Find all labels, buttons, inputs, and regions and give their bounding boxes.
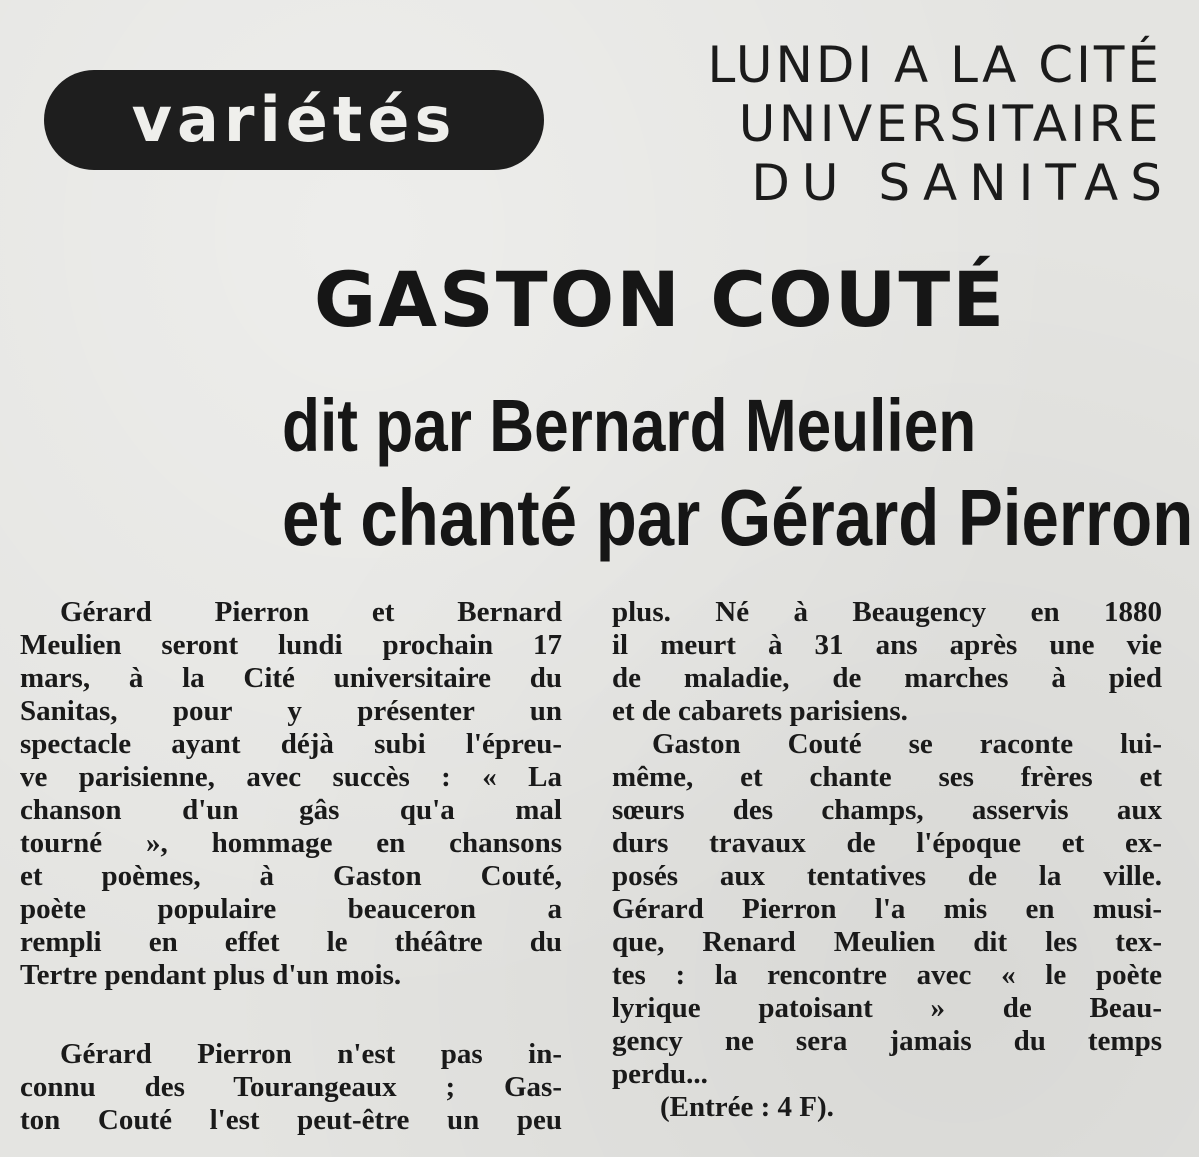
article-column-left (20, 596, 562, 1137)
text-line: tourné », hommage en chansons (20, 827, 562, 859)
text-line: Sanitas, pour y présenter un (20, 695, 562, 727)
text-line: spectacle ayant déjà subi l'épreu- (20, 728, 562, 760)
text-line: Gérard Pierron l'a mis en musi- (612, 893, 1162, 925)
text-line: Gérard Pierron n'est pas in- (60, 1038, 562, 1070)
text-line: plus. Né à Beaugency en 1880 (612, 596, 1162, 628)
text-line: même, et chante ses frères et (612, 761, 1162, 793)
text-line: Gaston Couté se raconte lui- (652, 728, 1162, 760)
text-line: sœurs des champs, asservis aux (612, 794, 1162, 826)
event-kicker (560, 36, 1174, 213)
text-line: posés aux tentatives de la ville. (612, 860, 1162, 892)
text-line: rempli en effet le théâtre du (20, 926, 562, 958)
article-headline: GASTON COUTÉ (313, 255, 1007, 344)
text-line: Gérard Pierron et Bernard (60, 596, 562, 628)
text-line: lyrique patoisant » de Beau- (612, 992, 1162, 1024)
article-subheadline: dit par Bernard Meulien (282, 384, 977, 467)
text-line: que, Renard Meulien dit les tex- (612, 926, 1162, 958)
text-line: et de cabarets parisiens. (612, 695, 908, 727)
text-line: tes : la rencontre avec « le poète (612, 959, 1162, 991)
kicker-line: LUNDI A LA CITÉ (707, 36, 1162, 94)
text-line: durs travaux de l'époque et ex- (612, 827, 1162, 859)
text-line: chanson d'un gâs qu'a mal (20, 794, 562, 826)
article-subheadline: et chanté par Gérard Pierron (282, 473, 1194, 562)
admission-price: (Entrée : 4 F). (660, 1091, 834, 1123)
text-line: connu des Tourangeaux ; Gas- (20, 1071, 562, 1103)
text-line: ve parisienne, avec succès : « La (20, 761, 562, 793)
text-line: mars, à la Cité universitaire du (20, 662, 562, 694)
text-line: Meulien seront lundi prochain 17 (20, 629, 562, 661)
article-column-right (612, 596, 1162, 1124)
text-line: il meurt à 31 ans après une vie (612, 629, 1162, 661)
kicker-line: UNIVERSITAIRE (738, 95, 1162, 153)
text-line: gency ne sera jamais du temps (612, 1025, 1162, 1057)
text-line: perdu... (612, 1058, 708, 1090)
section-rubric-label: variétés (131, 83, 457, 156)
paragraph-gap (20, 992, 562, 1038)
kicker-line: DU SANITAS (751, 154, 1174, 212)
text-line: et poèmes, à Gaston Couté, (20, 860, 562, 892)
section-rubric-badge (44, 70, 544, 170)
text-line: de maladie, de marches à pied (612, 662, 1162, 694)
text-line: poète populaire beauceron a (20, 893, 562, 925)
text-line: ton Couté l'est peut-être un peu (20, 1104, 562, 1136)
text-line: Tertre pendant plus d'un mois. (20, 959, 402, 991)
